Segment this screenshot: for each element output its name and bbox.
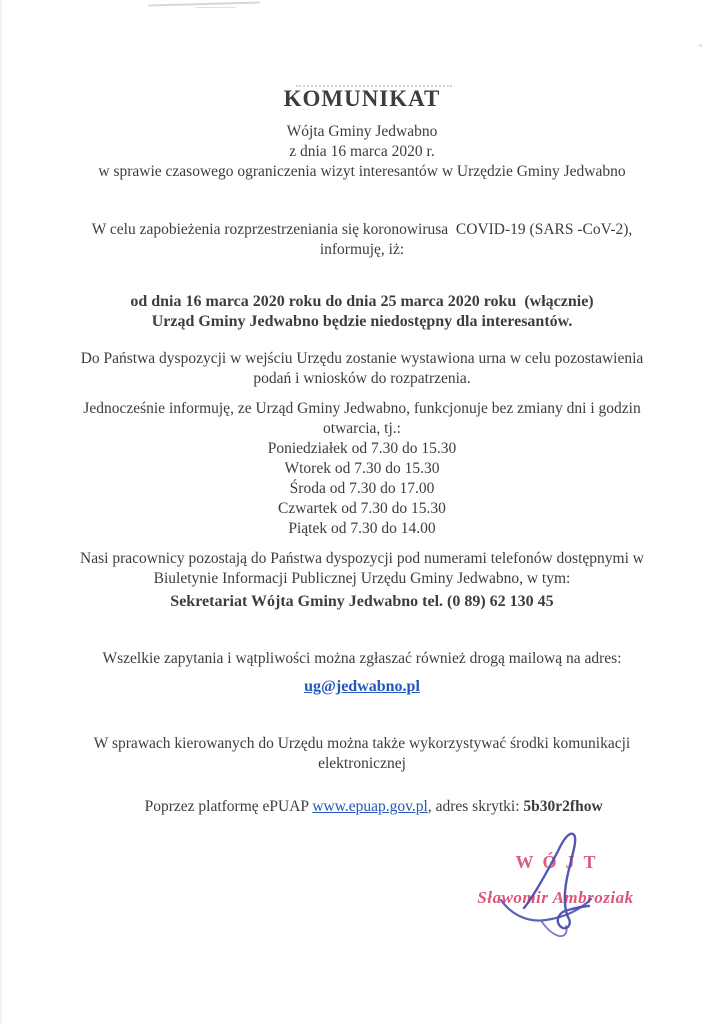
phone-info-paragraph xyxy=(62,549,662,589)
paragraph-line: Wszelkie zapytania i wątpliwości można zgłaszać również drogą mailową na adres: xyxy=(102,650,622,667)
paragraph-line: podań i wniosków do rozpatrzenia. xyxy=(253,370,471,387)
subtitle-line: w sprawie czasowego ograniczenia wizyt interesantów w Urzędzie Gminy Jedwabno xyxy=(98,163,626,180)
intro-paragraph xyxy=(62,220,662,260)
scan-artifact-smudge xyxy=(196,7,236,8)
notice-line: Urząd Gminy Jedwabno będzie niedostępny dla interesantów. xyxy=(151,313,573,330)
paragraph-line: Biuletynie Informacji Publicznej Urzędu Gminy Jedwabno, w tym: xyxy=(153,570,571,587)
scan-artifact-edge xyxy=(0,0,2,1024)
paragraph-line: otwarcia, tj.: xyxy=(323,420,401,437)
subtitle-line: Wójta Gminy Jedwabno xyxy=(286,123,438,140)
stamp-name: Sławomir Ambroziak xyxy=(477,888,634,907)
paragraph-line: W sprawach kierowanych do Urzędu można także wykorzystywać środki komunikacji xyxy=(93,735,631,752)
epuap-prefix-text: Poprzez platformę ePUAP xyxy=(144,798,313,815)
paragraph-line: Nasi pracownicy pozostają do Państwa dyspozycji pod numerami telefonów dostępnymi w xyxy=(80,550,644,567)
epuap-middle-text: , adres skrytki: xyxy=(427,798,524,815)
closure-notice xyxy=(62,292,662,332)
scan-artifact-smudge xyxy=(148,2,260,7)
document-subtitle xyxy=(62,122,662,182)
notice-line: od dnia 16 marca 2020 roku do dnia 25 marca 2020 roku (włącznie) xyxy=(130,293,594,310)
paragraph-line: W celu zapobieżenia rozprzestrzeniania się koronowirusa COVID-19 (SARS -CoV-2), xyxy=(91,221,633,238)
opening-hours-list xyxy=(62,439,662,539)
epuap-link[interactable]: www.epuap.gov.pl xyxy=(312,798,428,815)
paragraph-line: elektronicznej xyxy=(318,755,406,772)
opening-hours-item: Czwartek od 7.30 do 15.30 xyxy=(278,500,446,517)
signature-block xyxy=(438,826,673,944)
epuap-paragraph xyxy=(62,734,662,774)
stamp-title: WÓJT xyxy=(515,852,605,872)
opening-hours-item: Poniedziałek od 7.30 do 15.30 xyxy=(267,440,457,457)
opening-hours-item: Piątek od 7.30 do 14.00 xyxy=(288,520,436,537)
hours-intro-paragraph xyxy=(62,399,662,439)
opening-hours-item: Wtorek od 7.30 do 15.30 xyxy=(284,460,440,477)
paragraph-line: Do Państwa dyspozycji w wejściu Urzędu zostanie wystawiona urna w celu pozostawienia xyxy=(80,350,644,367)
email-paragraph xyxy=(62,649,662,669)
email-link[interactable]: ug@jedwabno.pl xyxy=(304,678,420,695)
document-body xyxy=(62,85,662,837)
subtitle-line: z dnia 16 marca 2020 r. xyxy=(289,143,435,160)
secretariat-line: Sekretariat Wójta Gminy Jedwabno tel. (0 89) 62 130 45 xyxy=(170,593,554,610)
secretariat-contact xyxy=(62,592,662,612)
page-title: KOMUNIKAT xyxy=(283,86,441,111)
handwritten-signature-icon xyxy=(438,826,673,944)
epuap-box-code: 5b30r2fhow xyxy=(523,798,603,815)
scan-artifact-speck xyxy=(699,44,702,47)
email-link-row xyxy=(62,677,662,697)
urn-paragraph xyxy=(62,349,662,389)
paragraph-line: informuję, iż: xyxy=(319,241,405,258)
opening-hours-item: Środa od 7.30 do 17.00 xyxy=(289,480,435,497)
paragraph-line: Jednocześnie informuję, ze Urząd Gminy Jedwabno, funkcjonuje bez zmiany dni i godzin xyxy=(83,400,641,417)
